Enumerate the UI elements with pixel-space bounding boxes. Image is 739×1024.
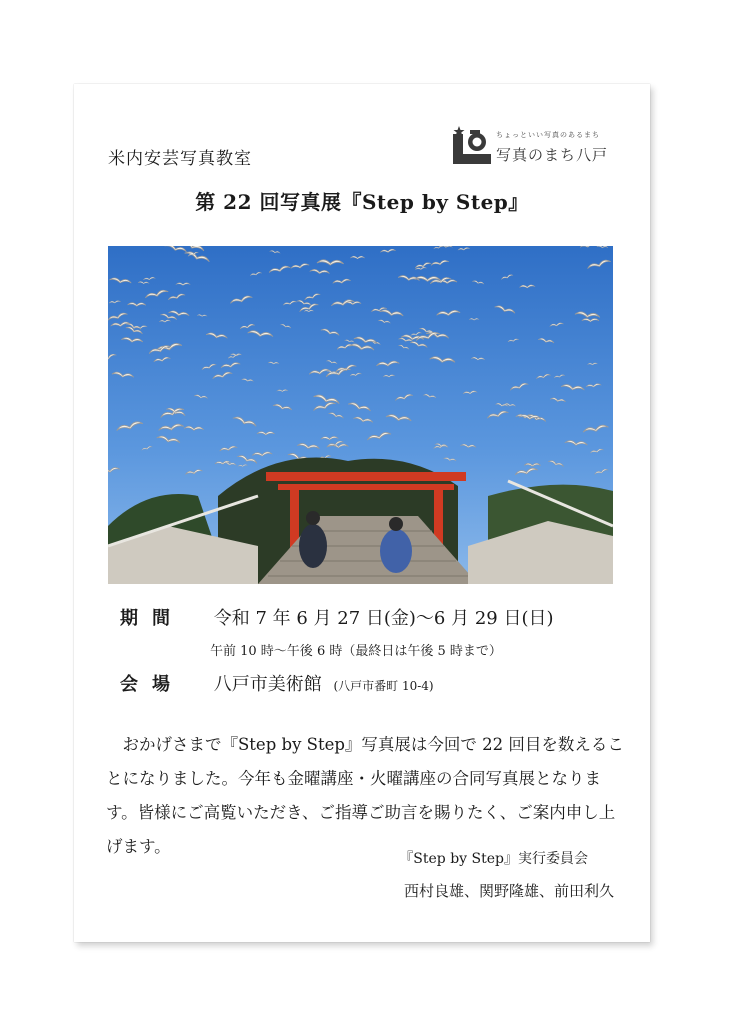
city-logo [450,122,630,172]
camera-logo-icon [450,124,494,168]
venue-name: 八戸市美術館 [213,674,322,695]
exhibition-title: 第 22 回写真展『Step by Step』 [195,190,529,214]
period-label: 期間 [120,608,184,629]
venue-address: (八戸市番町 10-4) [333,679,434,693]
logo-name: 写真のまち八戸 [496,146,609,164]
committee-members: 西村良雄、関野隆雄、前田利久 [403,882,614,900]
opening-hours: 午前 10 時〜午後 6 時（最終日は午後 5 時まで） [210,644,502,659]
logo-tagline: ちょっといい写真のあるまち [496,131,600,139]
greeting-text [106,728,626,864]
organizer-name: 米内安芸写真教室 [108,149,252,169]
committee-name: 『Step by Step』実行委員会 [399,851,588,867]
period-row [120,604,553,630]
greeting-paragraph: おかげさまで『Step by Step』写真展は今回で 22 回目を数えることになりました。今年も金曜講座・火曜講座の合同写真展となります。皆様にご高覧いただき、ご指導ご助言を賜りたく、ご案内申し上げます。 [106,735,624,856]
venue-row [120,670,434,696]
torii-gate [266,472,466,481]
flyer-sheet [74,84,650,942]
exhibition-photo [108,246,613,584]
venue-label: 会場 [120,674,184,695]
period-value: 令和 7 年 6 月 27 日(金)〜6 月 29 日(日) [213,608,554,629]
